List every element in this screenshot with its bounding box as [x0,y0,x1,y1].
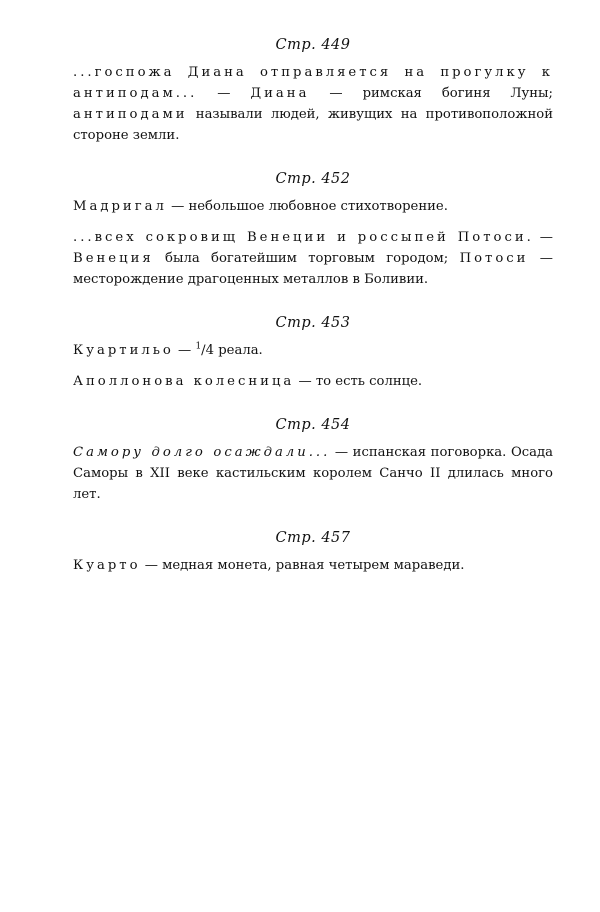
section-heading: Стр. 457 [275,530,351,546]
note-entry [73,442,553,505]
note-term: Мадригал [73,199,167,214]
note-term: Куартильо [73,343,174,358]
section-heading: Стр. 454 [275,417,351,433]
note-entry [73,371,553,392]
section-452 [73,168,553,290]
note-definition: реала. [214,343,263,358]
note-definition: — то есть солнце. [294,374,423,389]
note-term: ...всех сокровищ Венеции и россыпей Потоси. [73,230,534,245]
section-449 [73,34,553,146]
fraction-denominator: /4 [201,343,215,358]
fraction-numerator: 1 [195,341,202,352]
note-term: антиподами [73,107,188,122]
section-457 [73,527,553,576]
note-definition: — небольшое любовное стихотворение. [166,199,448,214]
note-entry [73,196,553,217]
section-453 [73,312,553,392]
note-entry: ...всех сокровищ Венеции и россыпей Потоси. — Венеция была богатейшим торговым городом; Потоси — месторождение драгоценных металлов в Боливии. [73,230,553,287]
section-454 [73,414,553,505]
note-definition: — медная монета, равная четырем мараведи. [140,558,465,573]
note-term: Венеция [73,251,154,266]
note-entry [73,555,553,576]
note-term: Потоси [459,251,529,266]
section-heading: Стр. 449 [275,37,351,53]
note-entry: Куартильо — $^1$/4 реала. [73,341,263,358]
note-term: ...госпожа Диана отправляется на прогулку к антиподам... [73,65,553,101]
note-definition: — испанская поговорка. Осада Саморы в XII веке кастильским королем Санчо II длилась много лет. [73,445,553,502]
section-heading: Стр. 452 [275,171,351,187]
note-term: Куарто [73,558,141,573]
notes-page [73,34,553,576]
section-heading: Стр. 453 [275,315,351,331]
note-term: Самору долго осаждали... [73,445,331,460]
note-term: Диана [250,86,310,101]
note-term: Аполлонова колесница [73,374,295,389]
note-entry: ...госпожа Диана отправляется на прогулку к антиподам... — Диана — римская богиня Луны; антиподами называли людей, живущих на противоположной стороне земли. [73,65,553,143]
